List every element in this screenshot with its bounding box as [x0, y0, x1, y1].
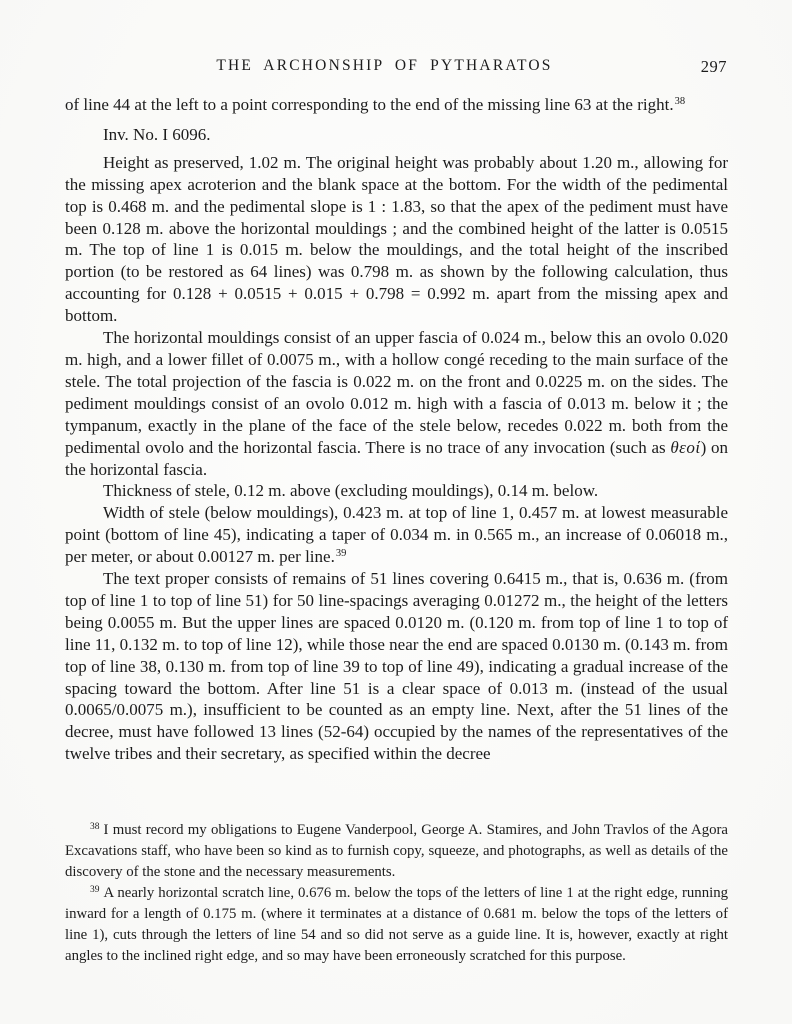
paragraph-mouldings-text-start: The horizontal mouldings consist of an upper fascia of 0.024 m., below this an ovolo 0.020 m. high, and a lower fillet of 0.0075 m., with a hollow congé receding to the main surface of the stele. The total projection of the fascia is 0.022 m. on the front and 0.0225 m. on the sides. The pediment mouldings consist of an ovolo 0.012 m. high with a fascia of 0.013 m. below it ; the tympanum, exactly in the plane of the face of the stele below, recedes 0.022 m. both from the pedimental ovolo and the horizontal fascia. There is no trace of any invocation (such as: [65, 328, 728, 457]
paragraph-thickness: [65, 480, 728, 502]
footnote-39: [65, 883, 728, 967]
paragraph-mouldings: [65, 327, 728, 480]
greek-word-theoi: θεοί: [670, 437, 701, 457]
paragraph-width-taper-text: Width of stele (below mouldings), 0.423 m. at top of line 1, 0.457 m. at lowest measurable point (bottom of line 45), indicating a taper of 0.034 m. in 0.565 m., an increase of 0.06018 m., per meter, or about 0.00127 m. per line.: [65, 503, 728, 567]
page-number: 297: [700, 57, 727, 76]
footnote-38-text: I must record my obligations to Eugene Vanderpool, George A. Stamires, and John Travlos of the Agora Excavations staff, who have been so kind as to furnish copy, squeeze, and photographs, as well as details of the discovery of the stone and the necessary measurements.: [65, 822, 728, 880]
footnote-39-marker: 39: [90, 885, 100, 895]
footnote-38: [65, 820, 728, 883]
footnote-ref-39: 39: [335, 548, 347, 560]
footnote-38-marker: 38: [90, 822, 100, 832]
paragraph-continuation: [65, 94, 728, 116]
paragraph-text-proper-text: The text proper consists of remains of 51 lines covering 0.6415 m., that is, 0.636 m. (from top of line 1 to top of line 51) for 50 line-spacings averaging 0.01272 m., the height of the letters being 0.0055 m. But the upper lines are spaced 0.0120 m. (0.120 m. from top of line 1 to top of line 11, 0.132 m. to top of line 12), while those near the end are spaced 0.0130 m. (0.143 m. from top of line 38, 0.130 m. from top of line 39 to top of line 49), indicating a gradual increase of the spacing toward the bottom. After line 51 is a clear space of 0.013 m. (instead of the usual 0.0065/0.0075 m.), insufficient to be counted as an empty line. Next, after the 51 lines of the decree, must have followed 13 lines (52-64) occupied by the names of the representatives of the twelve tribes and their secretary, as specified within the decree: [65, 569, 728, 764]
paragraph-mouldings-text-end: ) on the horizontal fascia.: [65, 437, 728, 479]
footnotes-block: [65, 820, 728, 967]
paragraph-text-proper: [65, 568, 728, 765]
inventory-number-line: [65, 124, 728, 146]
page-header: [65, 57, 728, 77]
paragraph-height-dimensions: [65, 152, 728, 327]
paragraph-width-taper: [65, 502, 728, 568]
paragraph-height-dimensions-text: Height as preserved, 1.02 m. The original height was probably about 1.20 m., allowing for the missing apex acroterion and the blank space at the bottom. For the width of the pedimental top is 0.468 m. and the pedimental slope is 1 : 1.83, so that the apex of the pediment must have been 0.128 m. above the horizontal mouldings ; and the combined height of the latter is 0.0515 m. The top of line 1 is 0.015 m. below the mouldings, and the total height of the inscribed portion (to be restored as 64 lines) was 0.798 m. as shown by the following calculation, thus accounting for 0.128 + 0.0515 + 0.015 + 0.798 = 0.992 m. apart from the missing apex and bottom.: [65, 152, 728, 326]
inventory-number-text: Inv. No. I 6096.: [103, 124, 211, 144]
paragraph-continuation-text: of line 44 at the left to a point corresponding to the end of the missing line 63 at the right.: [65, 95, 674, 114]
running-title: THE ARCHONSHIP OF PYTHARATOS: [216, 57, 553, 74]
main-text-block: [65, 94, 728, 765]
footnote-39-text: A nearly horizontal scratch line, 0.676 m. below the tops of the letters of line 1 at the right edge, running inward for a length of 0.175 m. (where it terminates at a distance of 0.681 m. below the tops of the letters of line 1), cuts through the letters of line 54 and so did not serve as a guide line. It is, however, exactly at right angles to the inclined right edge, and so may have been erroneously scratched for this purpose.: [65, 885, 728, 964]
paragraph-thickness-text: Thickness of stele, 0.12 m. above (excluding mouldings), 0.14 m. below.: [103, 481, 599, 501]
footnote-ref-38: 38: [674, 96, 686, 107]
